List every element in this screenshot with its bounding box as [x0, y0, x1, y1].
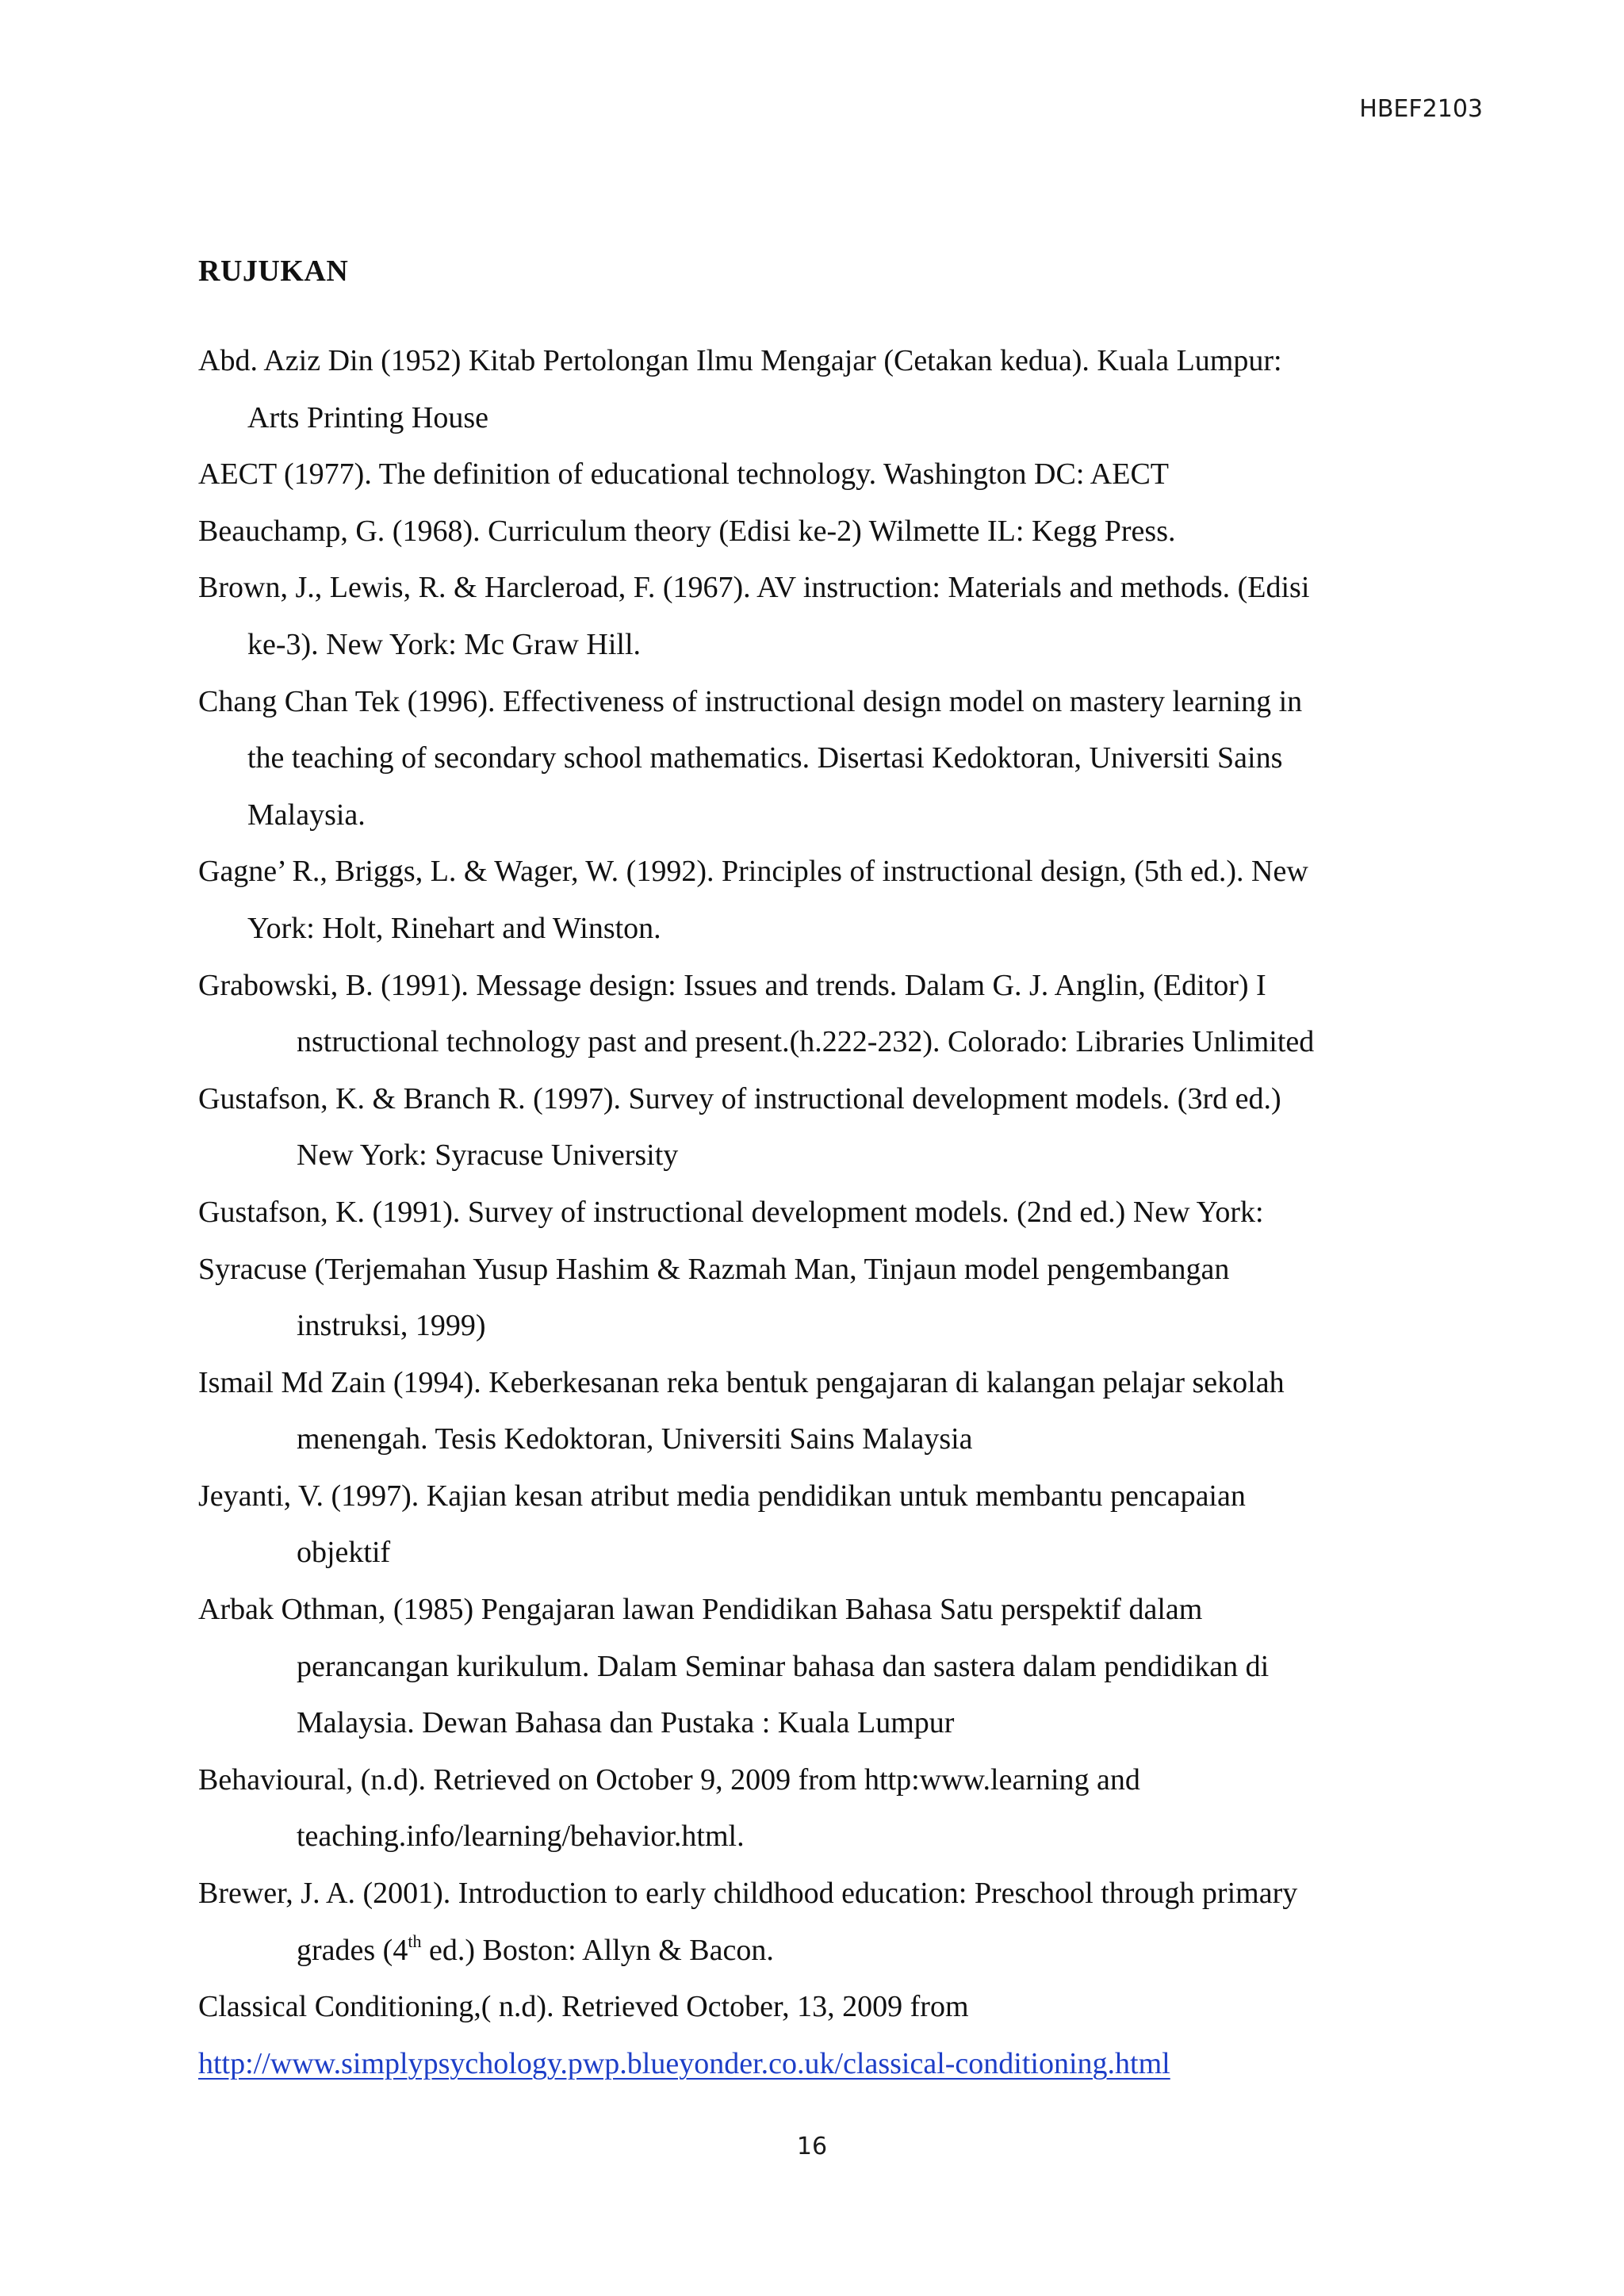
reference-line: Gagne’ R., Briggs, L. & Wager, W. (1992). Principles of instructional design, (5th ed.). New [198, 855, 1308, 889]
reference-line: Gustafson, K. & Branch R. (1997). Survey of instructional development models. (3rd ed.) [198, 1081, 1281, 1115]
ordinal-superscript: th [408, 1931, 422, 1951]
reference-line: Malaysia. [247, 798, 366, 832]
brewer-publisher-text: ed.) Boston: Allyn & Bacon. [421, 1933, 774, 1967]
classical-conditioning-link[interactable]: http://www.simplypsychology.pwp.blueyonder.co.uk/classical-conditioning.html [198, 2046, 1170, 2080]
reference-line: Jeyanti, V. (1997). Kajian kesan atribut media pendidikan untuk membantu pencapaian [198, 1479, 1246, 1513]
reference-line: objektif [297, 1536, 391, 1570]
reference-line: teaching.info/learning/behavior.html. [297, 1820, 745, 1854]
reference-line: Classical Conditioning,( n.d). Retrieved October, 13, 2009 from [198, 1990, 969, 2024]
section-title: RUJUKAN [198, 254, 349, 288]
brewer-grades-text: grades (4 [297, 1933, 408, 1967]
reference-line: New York: Syracuse University [297, 1138, 679, 1173]
reference-line: nstructional technology past and present.(h.222-232). Colorado: Libraries Unlimited [297, 1025, 1315, 1059]
reference-line: Abd. Aziz Din (1952) Kitab Pertolongan Ilmu Mengajar (Cetakan kedua). Kuala Lumpur: [198, 344, 1282, 377]
reference-line: Chang Chan Tek (1996). Effectiveness of instructional design model on mastery learning in [198, 684, 1303, 718]
reference-line [198, 1923, 1451, 1980]
reference-line: Brown, J., Lewis, R. & Harcleroad, F. (1967). AV instruction: Materials and methods. (Edisi [198, 571, 1310, 605]
reference-line: Syracuse (Terjemahan Yusup Hashim & Razmah Man, Tinjaun model pengembangan [198, 1252, 1230, 1286]
reference-line: Behavioural, (n.d). Retrieved on October 9, 2009 from http:www.learning and [198, 1762, 1140, 1797]
reference-line: Arbak Othman, (1985) Pengajaran lawan Pendidikan Bahasa Satu perspektif dalam [198, 1593, 1203, 1627]
reference-line: Beauchamp, G. (1968). Curriculum theory (Edisi ke-2) Wilmette IL: Kegg Press. [198, 514, 1176, 548]
reference-line: Arts Printing House [247, 400, 488, 434]
reference-line [198, 2036, 1451, 2093]
reference-line: Gustafson, K. (1991). Survey of instructional development models. (2nd ed.) New York: [198, 1195, 1264, 1229]
reference-line: Malaysia. Dewan Bahasa dan Pustaka : Kuala Lumpur [297, 1706, 955, 1740]
reference-line: the teaching of secondary school mathematics. Disertasi Kedoktoran, Universiti Sains [247, 741, 1283, 775]
reference-line: York: Holt, Rinehart and Winston. [247, 911, 661, 945]
reference-line: Grabowski, B. (1991). Message design: Issues and trends. Dalam G. J. Anglin, (Editor) I [198, 968, 1266, 1002]
running-header: HBEF2103 [1359, 95, 1483, 123]
reference-line: Ismail Md Zain (1994). Keberkesanan reka bentuk pengajaran di kalangan pelajar sekolah [198, 1365, 1285, 1399]
reference-line: menengah. Tesis Kedoktoran, Universiti Sains Malaysia [297, 1422, 973, 1456]
reference-line: instruksi, 1999) [297, 1309, 486, 1343]
reference-line: Brewer, J. A. (2001). Introduction to early childhood education: Preschool through primary [198, 1877, 1298, 1911]
reference-line: perancangan kurikulum. Dalam Seminar bahasa dan sastera dalam pendidikan di [297, 1649, 1270, 1683]
reference-line: AECT (1977). The definition of educational technology. Washington DC: AECT [198, 457, 1170, 492]
reference-list [198, 333, 1451, 2092]
reference-line: ke-3). New York: Mc Graw Hill. [247, 627, 642, 661]
page-number: 16 [796, 2133, 828, 2160]
